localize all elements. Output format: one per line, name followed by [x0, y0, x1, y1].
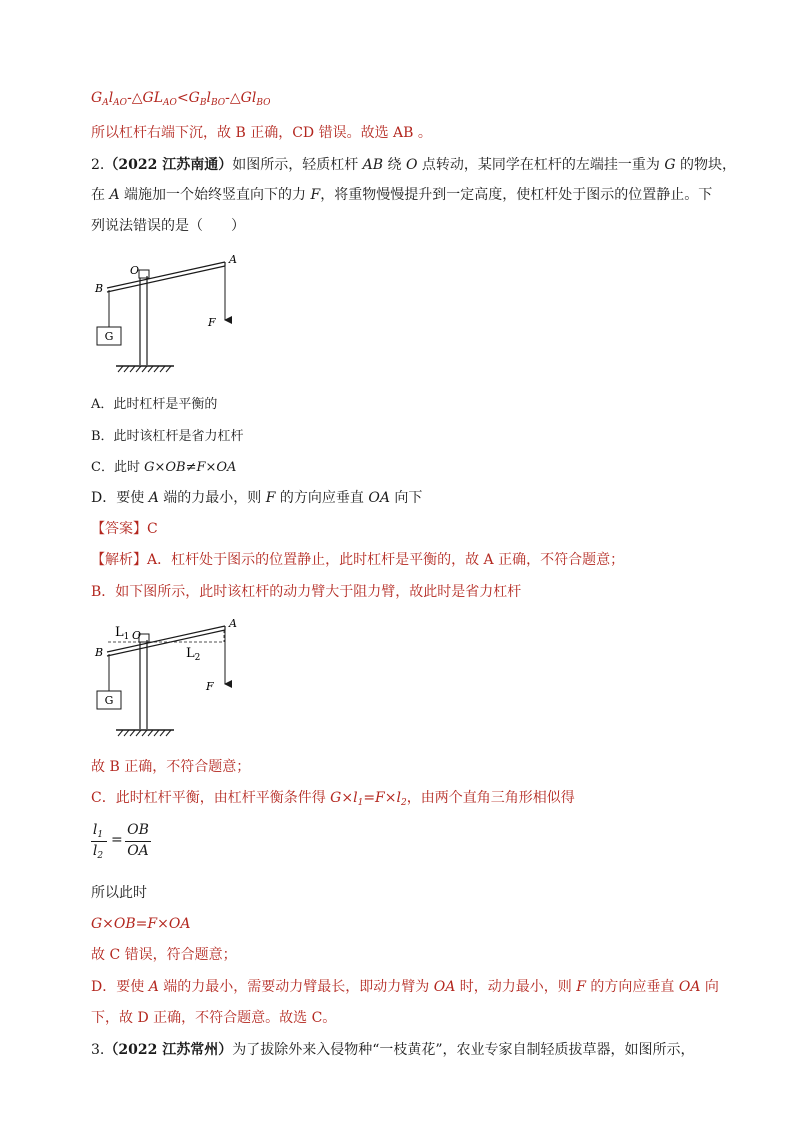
force-label-f: F: [206, 680, 214, 693]
option-b: B．此时该杠杆是省力杠杆: [91, 429, 244, 444]
option-a: A．此时杠杆是平衡的: [91, 397, 218, 412]
explanation-b: B．如下图所示，此时该杠杆的动力臂大于阻力臂，故此时是省力杠杆: [91, 584, 522, 600]
formula-line-1: $G_Al_{AO}-\triangle GL_{AO}<G_Bl_{BO}-\triangle Gl_{BO}$: [91, 90, 271, 108]
point-label-b: B: [95, 646, 104, 659]
so-line: 所以此时: [91, 885, 147, 901]
question-2-line-1: 2.（2022 江苏南通）如图所示，轻质杠杆 AB 绕 O 点转动，某同学在杠杆的左端挂一重为 G 的物块，: [91, 157, 736, 173]
conclusion-line: 所以杠杆右端下沉，故 B 正确，CD 错误。故选 AB 。: [91, 125, 432, 141]
lever-figure-2: [90, 614, 250, 744]
question-3-line-1: 3.（2022 江苏常州）为了拔除外来入侵物种“一枝黄花”，农业专家自制轻质拔草器，如图所示，: [91, 1042, 695, 1058]
point-label-b: B: [95, 282, 104, 295]
question-2-line-3: 列说法错误的是（ ）: [91, 218, 245, 234]
explanation-c: C．此时杠杆平衡，由杠杆平衡条件得 $G\times l_1=F\times l_2$，由两个直角三角形相似得: [91, 790, 575, 808]
force-label-f: F: [208, 316, 216, 329]
point-label-o: O: [130, 264, 140, 277]
explanation-d: D．要使 A 端的力最小，需要动力臂最长，即动力臂为 OA 时，动力最小，则 F 的方向应垂直 OA 向: [91, 979, 719, 995]
final-equation: G×OB=F×OA: [91, 916, 191, 932]
weight-label-g: G: [104, 694, 114, 707]
weight-label-g: G: [104, 330, 114, 343]
answer-line: 【答案】C: [91, 521, 158, 537]
explanation-d-conclusion: 下，故 D 正确，不符合题意。故选 C。: [91, 1010, 337, 1026]
option-d: D．要使 A 端的力最小，则 F 的方向应垂直 OA 向下: [91, 490, 423, 506]
point-label-a: A: [229, 253, 237, 266]
explanation-a: 【解析】A．杠杆处于图示的位置静止，此时杠杆是平衡的，故 A 正确，不符合题意；: [91, 552, 625, 568]
question-2-line-2: 在 A 端施加一个始终竖直向下的力 F，将重物慢慢提升到一定高度，使杠杆处于图示的位置静止。下: [91, 187, 713, 203]
explanation-b-conclusion: 故 B 正确，不符合题意；: [91, 759, 251, 775]
arm-label-l2: $L_2$: [186, 646, 201, 663]
option-c: C．此时 G×OB≠F×OA: [91, 460, 237, 475]
explanation-c-conclusion: 故 C 错误，符合题意；: [91, 947, 237, 963]
point-label-o: O: [132, 629, 142, 642]
arm-label-l1: $L_1$: [115, 625, 130, 642]
point-label-a: A: [229, 617, 237, 630]
lever-figure-1: [90, 250, 250, 380]
